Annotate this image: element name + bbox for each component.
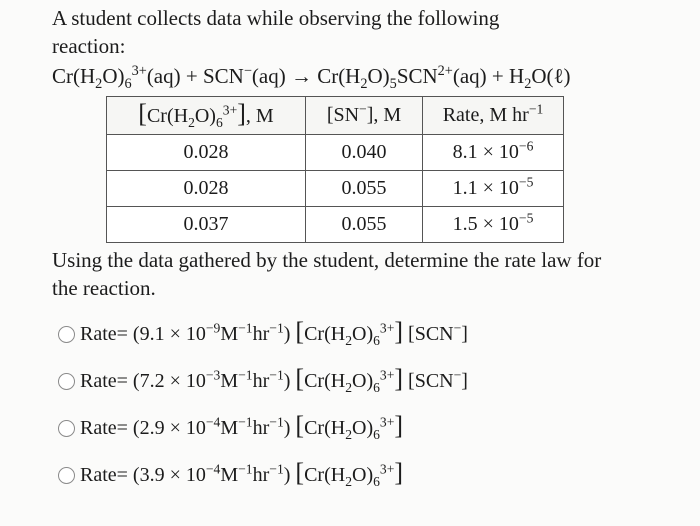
answer-option-d[interactable] (58, 457, 468, 493)
rate-data-table (106, 96, 564, 243)
radio-button[interactable] (58, 467, 75, 484)
radio-button[interactable] (58, 373, 75, 390)
question-intro: A student collects data while observing the following reaction: (52, 6, 500, 58)
reaction-arrow: → (285, 64, 318, 88)
answer-options (58, 316, 468, 504)
radio-button[interactable] (58, 420, 75, 437)
radio-button[interactable] (58, 326, 75, 343)
option-label: Rate= $(9.1 \times 10^{-9}M^{-1}hr^{-1})$ $[Cr(H_2O)_6^{3+}]$ [SCN−] (80, 317, 468, 348)
cell-rate: $1.5 \times 10^{-5}$ (423, 207, 564, 243)
table-row (107, 135, 564, 171)
cell-chromium: 0.037 (107, 207, 306, 243)
option-label: Rate= $(3.9 \times 10^{-4}M^{-1}hr^{-1})$ $[Cr(H_2O)_6^{3+}]$ (80, 458, 404, 489)
table-header-row (107, 97, 564, 135)
cell-thiocyanate: 0.055 (306, 207, 423, 243)
table-row (107, 207, 564, 243)
answer-option-b[interactable] (58, 363, 468, 399)
option-label: Rate= $(2.9 \times 10^{-4}M^{-1}hr^{-1})$ $[Cr(H_2O)_6^{3+}]$ (80, 411, 404, 442)
answer-option-c[interactable] (58, 410, 468, 446)
header-chromium-concentration: $[Cr(H_2O)_6^{3+}]$, M (107, 97, 306, 135)
reaction-equation: $Cr(H_2O)_6^{3+}(aq) + SCN^-(aq) \to Cr(H_2O)_5SCN^{2+}(aq)$ + $H_2O(\ell)$ (52, 63, 571, 93)
question-instruction: Using the data gathered by the student, determine the rate law for the reaction. (52, 248, 602, 300)
cell-chromium: 0.028 (107, 171, 306, 207)
header-thiocyanate-concentration: [SN−], M (306, 97, 423, 135)
option-label: Rate= $(7.2 \times 10^{-3}M^{-1}hr^{-1})$ $[Cr(H_2O)_6^{3+}]$ [SCN−] (80, 364, 468, 395)
cell-thiocyanate: 0.040 (306, 135, 423, 171)
cell-rate: $1.1 \times 10^{-5}$ (423, 171, 564, 207)
header-rate: Rate, M $hr^{-1}$ (423, 97, 564, 135)
table-row (107, 171, 564, 207)
cell-thiocyanate: 0.055 (306, 171, 423, 207)
cell-rate: $8.1 \times 10^{-6}$ (423, 135, 564, 171)
cell-chromium: 0.028 (107, 135, 306, 171)
answer-option-a[interactable] (58, 316, 468, 352)
